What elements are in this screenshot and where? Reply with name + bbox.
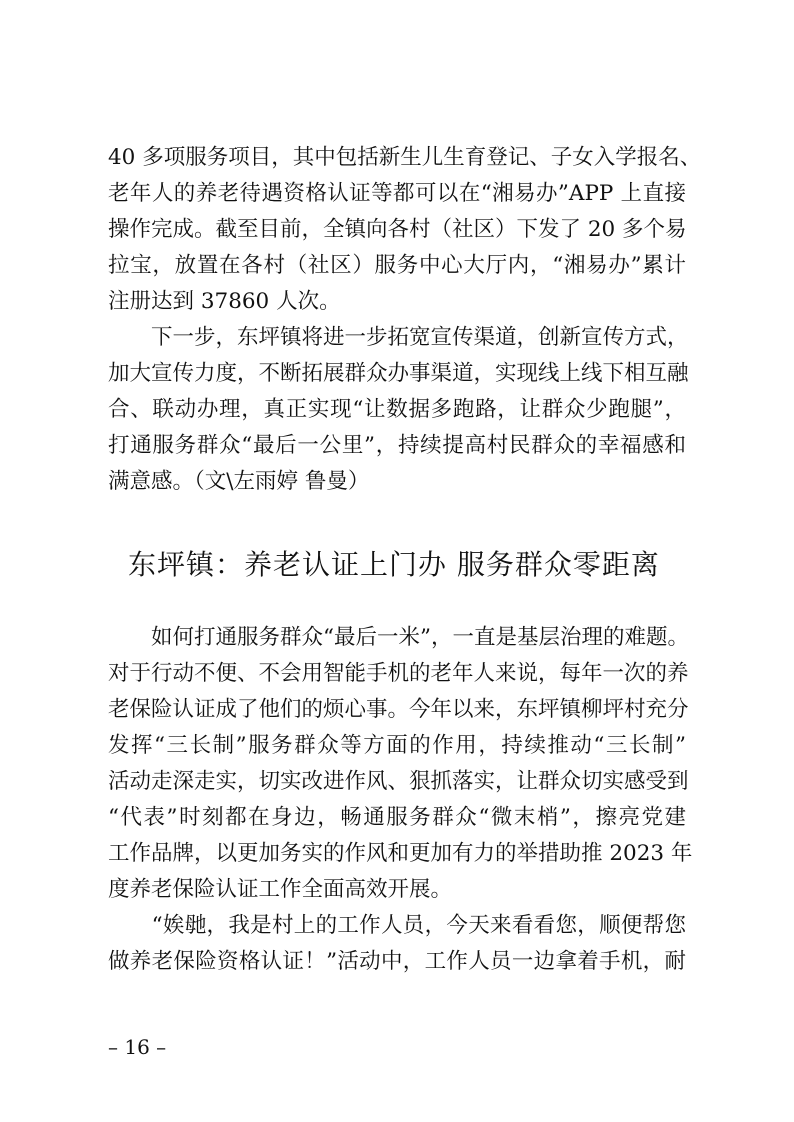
text-line: 对于行动不便、不会用智能手机的老年人来说，每年一次的养	[108, 661, 689, 686]
text-line: 如何打通服务群众“最后一米”，一直是基层治理的难题。	[108, 625, 689, 650]
text-line: 操作完成。截至目前，全镇向各村（社区）下发了 20 多个易	[108, 217, 687, 242]
text-line: 活动走深走实，切实改进作风、狠抓落实，让群众切实感受到	[108, 769, 689, 794]
text-line: 拉宝，放置在各村（社区）服务中心大厅内，“湘易办”累计	[108, 253, 686, 278]
text-line: 下一步，东坪镇将进一步拓宽宣传渠道，创新宣传方式，	[108, 325, 689, 350]
text-line: “代表”时刻都在身边，畅通服务群众“微末梢”，擦亮党建	[108, 805, 686, 830]
text-line: 老保险认证成了他们的烦心事。今年以来，东坪镇柳坪村充分	[108, 697, 689, 722]
text-line: “娭毑，我是村上的工作人员，今天来看看您，顺便帮您	[108, 913, 686, 938]
page-number: – 16 –	[108, 1035, 167, 1059]
text-line: 注册达到 37860 人次。	[108, 289, 341, 314]
text-line: 合、联动办理，真正实现“让数据多跑路，让群众少跑腿”，	[108, 397, 686, 422]
text-line: 加大宣传力度，不断拓展群众办事渠道，实现线上线下相互融	[108, 361, 689, 386]
text-line: 40 多项服务项目，其中包括新生儿生育登记、子女入学报名、	[108, 145, 702, 170]
text-line: 满意感。（文\左雨婷 鲁曼）	[108, 469, 370, 494]
article-title: 东坪镇：养老认证上门办 服务群众零距离	[128, 548, 660, 581]
text-line: 老年人的养老待遇资格认证等都可以在“湘易办”APP 上直接	[108, 181, 686, 206]
text-line: 发挥“三长制”服务群众等方面的作用，持续推动“三长制”	[108, 733, 686, 758]
text-line: 打通服务群众“最后一公里”，持续提高村民群众的幸福感和	[108, 433, 686, 458]
text-line: 度养老保险认证工作全面高效开展。	[108, 877, 453, 902]
text-line: 工作品牌，以更加务实的作风和更加有力的举措助推 2023 年	[108, 841, 693, 866]
text-line: 做养老保险资格认证！”活动中，工作人员一边拿着手机，耐	[108, 949, 686, 974]
